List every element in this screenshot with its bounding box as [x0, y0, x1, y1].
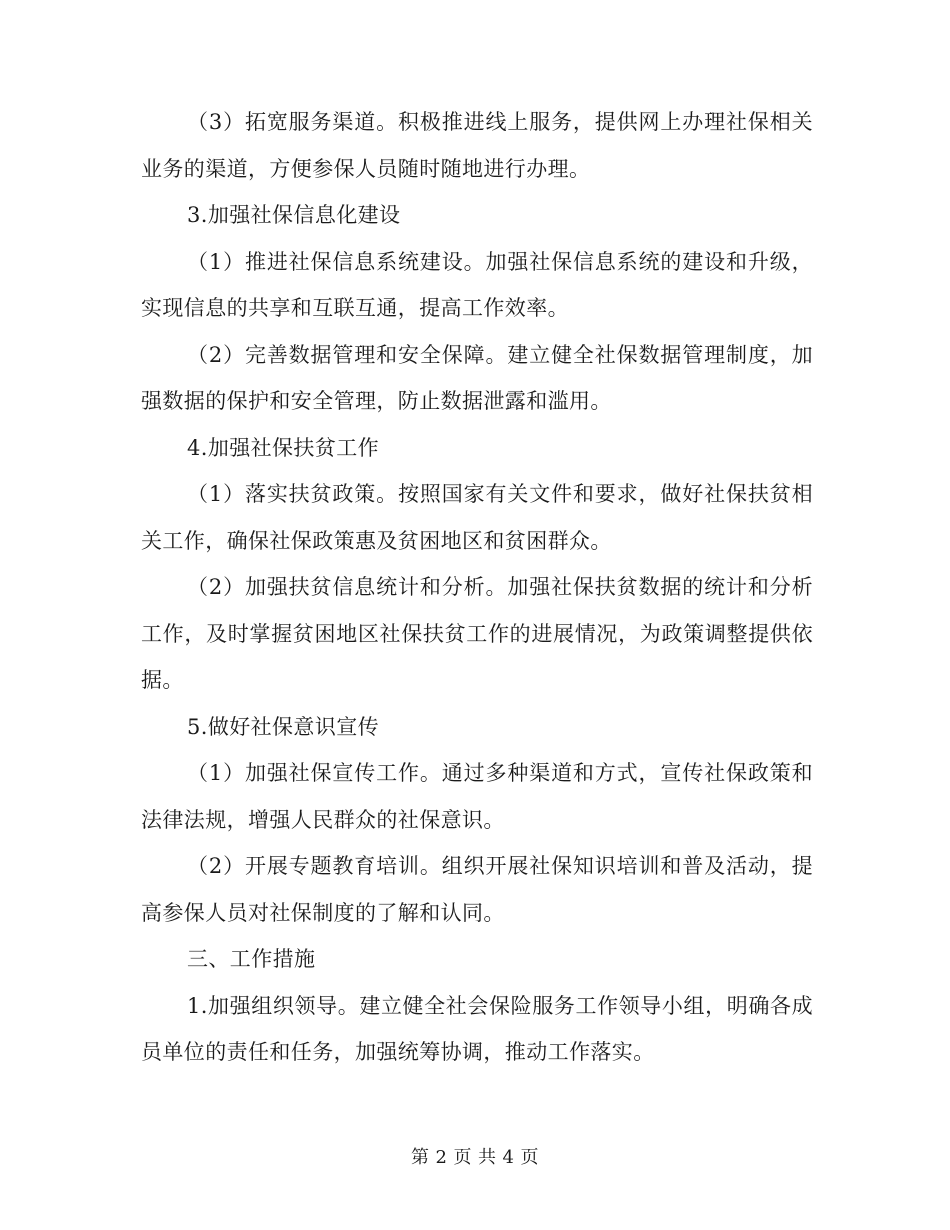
document-body [141, 99, 813, 1076]
paragraph: （2）开展专题教育培训。组织开展社保知识培训和普及活动，提高参保人员对社保制度的了解和认同。 [141, 854, 813, 925]
paragraph: （1）加强社保宣传工作。通过多种渠道和方式，宣传社保政策和法律法规，增强人民群众的社保意识。 [141, 761, 813, 832]
paragraph: （1）落实扶贫政策。按照国家有关文件和要求，做好社保扶贫相关工作，确保社保政策惠及贫困地区和贫困群众。 [141, 482, 813, 553]
current-page-number: 2 [435, 1147, 448, 1168]
paragraph: （3）拓宽服务渠道。积极推进线上服务，提供网上办理社保相关业务的渠道，方便参保人员随时随地进行办理。 [141, 110, 813, 181]
paragraph: 1.加强组织领导。建立健全社会保险服务工作领导小组，明确各成员单位的责任和任务，加强统筹协调，推动工作落实。 [141, 993, 813, 1064]
paragraph: （2）完善数据管理和安全保障。建立健全社保数据管理制度，加强数据的保护和安全管理，防止数据泄露和滥用。 [141, 342, 813, 413]
paragraph: （2）加强扶贫信息统计和分析。加强社保扶贫数据的统计和分析工作，及时掌握贫困地区社保扶贫工作的进展情况，为政策调整提供依据。 [141, 575, 813, 692]
section-heading: 5.做好社保意识宣传 [187, 714, 380, 739]
section-heading: 3.加强社保信息化建设 [187, 203, 401, 227]
page-label-prefix: 第 [411, 1147, 430, 1168]
paragraph: （1）推进社保信息系统建设。加强社保信息系统的建设和升级，实现信息的共享和互联互通，提高工作效率。 [141, 249, 813, 320]
page-footer [0, 1143, 950, 1173]
page-label-mid: 页 [453, 1147, 472, 1168]
section-heading: 三、工作措施 [187, 947, 316, 971]
page-label-total-prefix: 共 [478, 1147, 497, 1168]
section-heading: 4.加强社保扶贫工作 [187, 435, 380, 460]
page-label-suffix: 页 [520, 1147, 539, 1168]
total-page-number: 4 [502, 1147, 515, 1168]
